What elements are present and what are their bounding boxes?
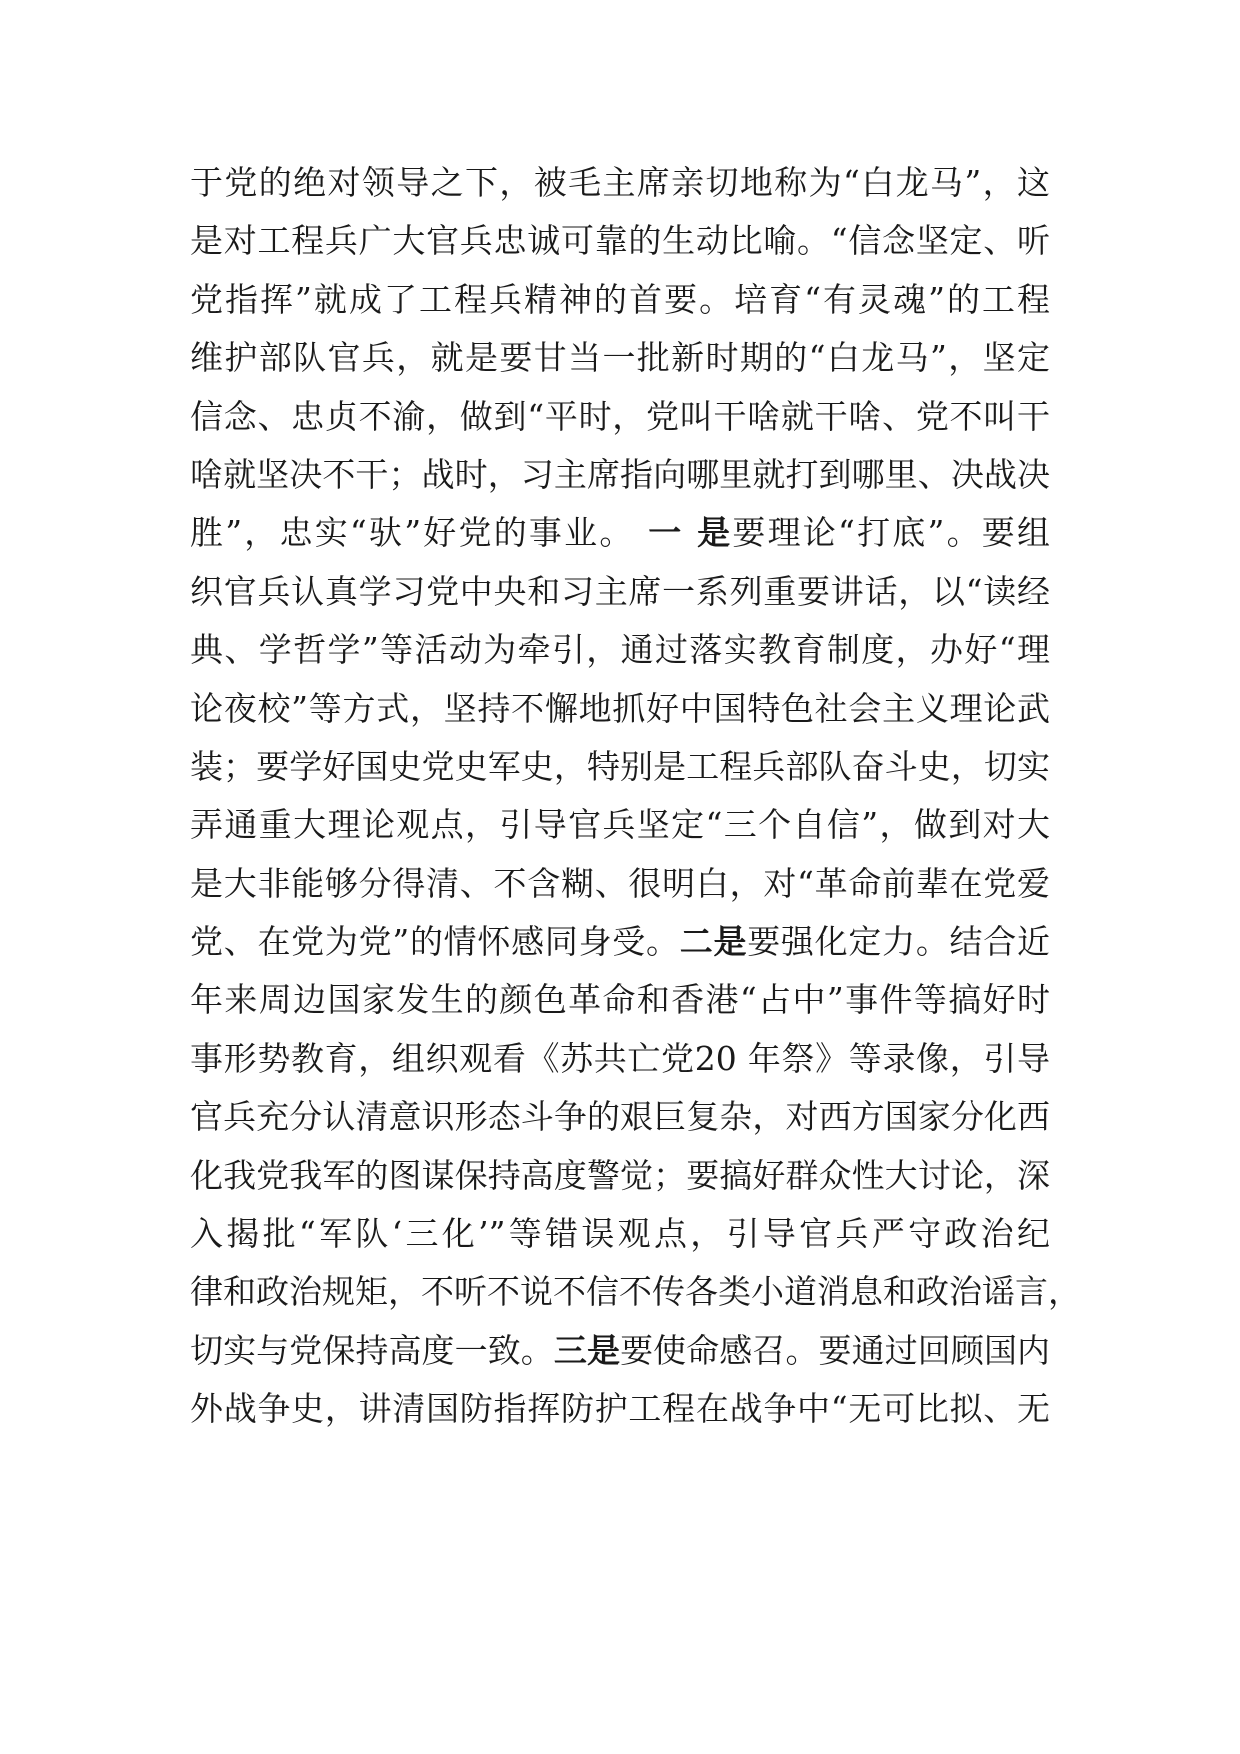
text-line: 事形势教育，组织观看《苏共亡党20 年祭》等录像，引导 bbox=[190, 1038, 1050, 1078]
emphasis-marker: 一 是 bbox=[634, 513, 733, 553]
text-line: 于党的绝对领导之下，被毛主席亲切地称为“白龙马”，这 bbox=[190, 163, 1050, 202]
text-segment: 要使命感召。要通过回顾国内 bbox=[620, 1330, 1051, 1370]
text-line: 弄通重大理论观点，引导官兵坚定“三个自信”，做到对大 bbox=[190, 805, 1050, 845]
text-line: 信念、忠贞不渝，做到“平时，党叫干啥就干啥、党不叫干 bbox=[190, 396, 1050, 436]
text-line: 化我党我军的图谋保持高度警觉；要搞好群众性大讨论，深 bbox=[190, 1155, 1050, 1195]
text-line: 官兵充分认清意识形态斗争的艰巨复杂，对西方国家分化西 bbox=[190, 1097, 1050, 1137]
text-segment: 党、在党为党”的情怀感同身受。 bbox=[190, 922, 680, 962]
text-line: 论夜校”等方式，坚持不懈地抓好中国特色社会主义理论武 bbox=[190, 688, 1050, 728]
text-line: 典、学哲学”等活动为牵引，通过落实教育制度，办好“理 bbox=[190, 630, 1050, 670]
text-line bbox=[190, 504, 1050, 562]
body-text bbox=[190, 154, 1081, 1439]
text-segment: 切实与党保持高度一致。 bbox=[190, 1330, 554, 1370]
text-line: 装；要学好国史党史军史，特别是工程兵部队奋斗史，切实 bbox=[190, 746, 1050, 786]
text-segment: 要理论“打底”。要组 bbox=[732, 513, 1050, 553]
text-line: 织官兵认真学习党中央和习主席一系列重要讲话，以“读经 bbox=[190, 571, 1050, 611]
text-line: 是大非能够分得清、不含糊、很明白，对“革命前辈在党爱 bbox=[190, 863, 1050, 903]
text-line: 外战争史，讲清国防指挥防护工程在战争中“无可比拟、无 bbox=[190, 1389, 1050, 1429]
text-line: 党指挥”就成了工程兵精神的首要。培育“有灵魂”的工程 bbox=[190, 279, 1050, 319]
text-line bbox=[190, 913, 1050, 971]
text-segment: 要强化定力。结合近 bbox=[747, 922, 1051, 962]
emphasis-marker: 三是 bbox=[553, 1330, 621, 1370]
text-line: 年来周边国家发生的颜色革命和香港“占中”事件等搞好时 bbox=[190, 980, 1050, 1020]
text-line: 入揭批“军队‘三化’”等错误观点，引导官兵严守政治纪 bbox=[190, 1214, 1050, 1254]
text-line: 是对工程兵广大官兵忠诚可靠的生动比喻。“信念坚定、听 bbox=[190, 221, 1050, 261]
text-line: 啥就坚决不干；战时，习主席指向哪里就打到哪里、决战决 bbox=[190, 454, 1050, 494]
text-line: 维护部队官兵，就是要甘当一批新时期的“白龙马”，坚定 bbox=[190, 338, 1050, 378]
text-segment: 胜”，忠实“驮”好党的事业。 bbox=[190, 513, 635, 553]
emphasis-marker: 二是 bbox=[679, 922, 748, 962]
text-line bbox=[190, 1322, 1050, 1380]
text-line: 律和政治规矩，不听不说不信不传各类小道消息和政治谣言， bbox=[190, 1272, 1081, 1312]
